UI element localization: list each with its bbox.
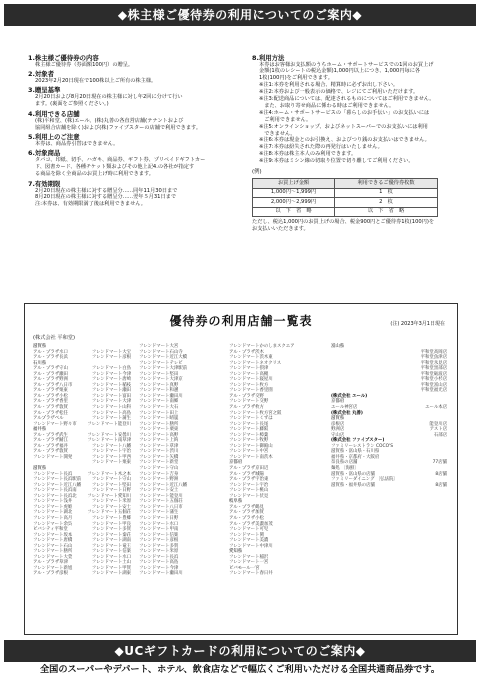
section-line: ます。(裏面をご参照ください。)	[35, 101, 109, 108]
store-name: アル・プラザ香里	[33, 399, 68, 405]
store-name: フレンドマート長浜南	[33, 488, 77, 494]
usage-note-line: ※注5:オンラインショップ、およびネットスーパーでのお支払いには利用	[259, 123, 428, 130]
store-name: フレンドマート八日市	[139, 504, 183, 510]
usage-note-line: ※注7:本券は紛失された際の再発行はいたしません。	[259, 144, 383, 151]
store-name: フレンドマート御殿山	[229, 443, 273, 449]
store-name: フレンドマート大宮	[139, 344, 179, 349]
store-name: アル・プラザ鯖江	[33, 438, 68, 444]
usage-method-title: 8.利用方法	[252, 53, 285, 62]
section-body	[28, 94, 236, 108]
store-name: フレンドマート米原	[91, 499, 131, 505]
store-name: フレンドマート水口	[139, 521, 179, 527]
store-name: 平和堂福光店	[420, 388, 447, 394]
uc-gift-card-text: 全国のスーパーやデパート、ホテル、飲食店などで幅広くご利用いただける全国共通商品券です。	[39, 664, 441, 675]
store-name: 奈良県の店舗	[331, 460, 358, 466]
store-name: フレンドマート高槻	[229, 371, 269, 377]
store-name: フレンドマート多賀	[139, 543, 179, 549]
store-name: アル・プラザ京田辺	[229, 466, 269, 472]
store-name: アル・プラザ八日市	[33, 382, 73, 388]
example-cell: 1,000円〜1,999円	[253, 188, 335, 198]
store-name: フレンドマート茨木東	[229, 355, 273, 361]
usage-note-line: ※注8:本券は株主本人のみ利用できます。	[259, 151, 357, 158]
store-name: アル・プラザ栗東	[33, 388, 68, 394]
store-name: フレンドマート多賀	[91, 527, 131, 533]
store-name: フレンドマート堅田	[139, 371, 179, 377]
store-name: ファミリーダイニング 〔弘法院〕	[331, 477, 398, 483]
store-name: フレンドマート蒲生	[91, 416, 131, 422]
store-name: 能登川店	[429, 421, 447, 427]
store-name: 平和堂富山店	[420, 382, 447, 388]
store-name: フレンドマート稲枝	[91, 382, 131, 388]
section-line: ド、図書カード、各種チケット類およびその他上記4.の各社が指定す	[35, 164, 195, 171]
store-name: フレンドマート五個荘	[87, 510, 131, 516]
store-name: ファミリーレストラン COCO'S	[331, 443, 394, 449]
list-item	[331, 483, 447, 489]
store-name: フレンドマート中津川	[229, 543, 273, 549]
store-name: フレンドマート野々市	[33, 421, 77, 427]
store-name: アル・プラザ加賀	[229, 510, 264, 516]
section-line: 2月20日および8月20日現在の株主様に対し年2回に分けて行い	[35, 94, 183, 101]
store-name: アル・プラザ武生	[33, 432, 68, 438]
store-name: フレンドマート寝屋川	[229, 377, 273, 383]
store-name: フレンドマート甲西	[91, 454, 131, 460]
bottom-banner: ◆UCギフトカードの利用についてのご案内◆	[4, 640, 476, 662]
example-footer	[252, 219, 458, 233]
store-name: 平和堂氷見店	[420, 360, 447, 366]
section-title: 7.有効期限	[28, 179, 61, 188]
store-name: フレンドマート稲沢	[229, 554, 269, 560]
usage-note-line: ※注6:本券は現金とのお引換え、およびつり銭のお支払いはできません。	[259, 137, 430, 144]
store-name: フレンドマート瀬田川	[139, 393, 183, 399]
store-name: 平和堂小杉店	[420, 377, 447, 383]
store-name: フレンドマート湖南	[91, 538, 131, 544]
store-name: フレンドマート春日井	[229, 571, 273, 577]
store-name: フレンドマート南茨木	[229, 454, 273, 460]
store-name: アル・プラザ交野	[229, 393, 264, 399]
store-name: 8店舗	[435, 471, 447, 477]
store-name: フレンドマート栗東	[139, 427, 179, 433]
store-name: 滋賀県	[33, 466, 47, 472]
store-name: フレンドマート近江八幡	[139, 482, 188, 488]
store-name: 麺処 〔海鮮〕	[331, 466, 359, 472]
store-name: フレンドマート彦根	[91, 355, 131, 361]
store-name: フレンドマート能登川	[87, 421, 131, 427]
store-name: フレンドマートかのしまスクエア	[229, 344, 295, 349]
store-name: フレンドマート中宮	[229, 449, 269, 455]
store-name: フレンドマート膳所	[33, 549, 73, 555]
store-name: フレンドマート可児	[229, 527, 269, 533]
section-title: 4.利用できる店舗	[28, 109, 80, 118]
list-item	[139, 571, 221, 577]
store-name: 富山県	[331, 344, 345, 349]
store-name: 京都府	[229, 460, 243, 466]
store-column-1	[33, 344, 131, 577]
section-title: 3.贈呈基準	[28, 86, 61, 95]
store-name: フレンドマート富田	[91, 393, 131, 399]
store-name: フレンドマート南郷	[139, 399, 179, 405]
store-name: アル・プラザ長浜	[33, 355, 68, 361]
example-label: (例)	[252, 169, 262, 176]
section-title: 6.対象商品	[28, 149, 61, 158]
store-name: フレンドマート長浜	[33, 471, 73, 477]
store-name: 滋賀県・富山県・石川県	[331, 449, 380, 455]
store-name: フレンドマート白鳥	[91, 366, 131, 372]
store-name: フレンドマート五個荘	[139, 499, 183, 505]
store-name: 平和堂砺波店	[420, 371, 447, 377]
store-name: ビバモール一宮	[229, 565, 260, 571]
right-column	[252, 52, 458, 233]
store-name: フレンドマート大宝	[91, 349, 131, 355]
store-name: フレンドマート湖北	[33, 510, 73, 516]
store-name: 滋賀県・富山県の店舗	[331, 471, 375, 477]
store-name: フレンドマート草津	[139, 443, 179, 449]
store-name: フレンドマート矢橋	[139, 454, 179, 460]
store-name: フレンドマートくずは	[229, 416, 273, 422]
store-name: 福井県	[33, 427, 47, 433]
store-name: フレンドマート水口	[91, 554, 131, 560]
section-line: 株主様ご優待券（券面額100円）の贈呈。	[35, 61, 134, 68]
store-name: フレンドマート蒲生	[139, 510, 179, 516]
store-name: フレンドマート長浜北	[33, 493, 77, 499]
store-name: フレンドマート豊郷	[91, 515, 131, 521]
usage-note-line: 本券はお客様お支払額のうちホーム・サポートサービスでの1回のお買上げ	[259, 61, 434, 68]
store-name: ビバシティ平和堂	[33, 527, 68, 533]
store-name: アル・プラザ枚方	[229, 405, 264, 411]
store-name: フレンドマート近江大橋	[139, 355, 188, 361]
store-name: フレンドマート美濃	[229, 538, 269, 544]
store-name: アル・プラザ宇治東	[229, 477, 269, 483]
example-table-header	[253, 179, 438, 189]
usage-note-line: また、お取り寄せ商品に係わる時はご利用できません。	[259, 102, 395, 109]
store-name: エール神宮店	[331, 405, 358, 411]
store-name: フレンドマート今津	[139, 565, 179, 571]
usage-note-line: ※注1:本券を利用される場合、精算時に必ずお出し下さい。	[259, 82, 399, 89]
table-row	[253, 198, 438, 208]
store-name: フレンドマート近江八幡	[33, 482, 82, 488]
store-column-2	[139, 344, 221, 577]
store-list-date: (注) 2023年3月1日現在	[390, 321, 445, 327]
store-name: フレンドマート堅田	[91, 482, 131, 488]
store-name: フレンドマート石山寺	[139, 349, 183, 355]
store-name: アル・プラザ小松	[229, 515, 264, 521]
store-name: 平和堂高岡店	[420, 349, 447, 355]
store-name: フレンドマート瀬田川	[139, 571, 183, 577]
store-name: フレンドマート関	[229, 532, 264, 538]
store-name: アスト店	[429, 427, 447, 433]
section-title: 2.対象者	[28, 69, 55, 78]
store-name: 岐阜県	[229, 499, 243, 505]
store-name: フレンドマート愛知川	[87, 493, 131, 499]
list-item	[229, 571, 321, 577]
store-name: フレンドマート渋川	[139, 449, 179, 455]
section-title: 1.株主様ご優待券の内容	[28, 53, 99, 62]
top-banner: ◆株主様ご優待券の利用についてのご案内◆	[4, 4, 476, 26]
store-name: 京都府	[331, 399, 345, 405]
store-name: フレンドマート伏見	[229, 493, 269, 499]
store-list-box	[24, 303, 458, 635]
store-name: フレンドマート長浜	[139, 554, 179, 560]
store-name: アル・プラザ敦賀	[33, 405, 68, 411]
store-name: フレンドマート虎姫	[33, 504, 73, 510]
section-body	[28, 157, 236, 178]
store-name: フレンドマート高月	[33, 515, 73, 521]
store-name: フレンドマート高島	[91, 410, 131, 416]
store-name: フレンドマート大津京	[139, 377, 183, 383]
store-name: エール本店	[425, 405, 447, 411]
store-name: フレンドマート長尾	[229, 421, 269, 427]
store-name: アル・プラザ小松	[33, 393, 68, 399]
usage-note-line: ※注4:ホーム・サポートサービスの「暮らしのお手伝い」のお支払いには	[259, 109, 430, 116]
store-name: フレンドマート甲良	[91, 521, 131, 527]
store-name: 愛知県	[229, 549, 243, 555]
section-line: 協同組合店舗を除く)および(株)ファイブスターの店舗で利用できます。	[35, 124, 202, 131]
store-name: フレンドマート土山	[91, 560, 131, 566]
section-body	[28, 118, 236, 132]
section-line: 注:本券は、有効期限満了後は利用できません。	[35, 201, 146, 208]
store-name: フレンドマート能登川	[139, 493, 183, 499]
store-name: フレンドマート枚方宮之阪	[229, 410, 282, 416]
example-cell: 2,000円〜2,999円	[253, 198, 335, 208]
store-name: フレンドマート安土	[139, 488, 179, 494]
store-name: 平和堂黒部店	[420, 366, 447, 372]
store-name: フレンドマート大津	[91, 399, 131, 405]
store-name: フレンドマート八幡	[91, 443, 131, 449]
store-name: フレンドマート新堂	[139, 460, 179, 466]
store-name: フレンドマート唐橋	[33, 538, 73, 544]
store-name: 石川県	[33, 360, 47, 366]
store-name: フレンドマート唐崎	[91, 377, 131, 383]
store-name: フレンドマート甲南	[139, 527, 179, 533]
section-body	[28, 78, 236, 85]
example-cell: 2 枚	[335, 198, 438, 208]
usage-note-line: ※注2:本券および一般表示の価格で、レジにてご利用いただけます。	[259, 89, 419, 96]
store-name: 8店舗	[435, 482, 447, 488]
store-name: フレンドマート宇治	[91, 449, 131, 455]
example-footer-line: お支払いいただきます。	[252, 225, 309, 232]
store-name: フレンドマート吉身	[139, 471, 179, 477]
store-name: フレンドマート高島	[139, 560, 179, 566]
store-name: フレンドマート南草津	[87, 438, 131, 444]
usage-note-line: ご利用できません。	[259, 116, 312, 123]
left-column	[28, 52, 236, 208]
store-name: フレンドマート膳所	[139, 421, 179, 427]
store-name: フレンドマート安曇川	[87, 432, 131, 438]
section-line: タバコ、印紙、切手、ハガキ、商品券、ギフト券、プリペイドギフトカー	[35, 157, 206, 164]
store-name: フレンドマート米原	[139, 549, 179, 555]
usage-note-line: ※注9:本券はミシン線の切取り位置で切り離してご利用ください。	[259, 158, 414, 165]
store-name: フレンドマート長浜駅前	[33, 477, 82, 483]
store-name: フレンドマート香里園	[229, 388, 273, 394]
store-name: フレンドマート和邇	[139, 388, 179, 394]
store-name: フレンドマート湖東	[91, 571, 131, 577]
usage-note-line: ※注3:配送商品については、配達されるものについてはご利用できません。	[259, 96, 435, 103]
store-name: フレンドマート真野	[139, 382, 179, 388]
store-name: フレンドマート野洲	[139, 477, 179, 483]
store-name: 平和堂魚津店	[420, 355, 447, 361]
store-name: アル・プラザ敦賀	[33, 449, 68, 455]
example-cell: 1 枚	[335, 188, 438, 198]
store-name: アル・プラザ城陽	[229, 471, 264, 477]
store-name: 福井県・京都府・大阪府	[331, 454, 380, 460]
store-name: 彦根店	[331, 421, 345, 427]
table-row	[253, 207, 438, 217]
store-name: フレンドマート大津駅前	[139, 366, 188, 372]
section-line: る商品を除く全商品のお買上げ時に利用できます。	[35, 171, 154, 178]
store-name: アルプラザベル	[33, 416, 64, 422]
store-name: フレンドマート田上	[139, 410, 179, 416]
store-name: フレンドマート摂津	[229, 366, 269, 372]
store-name: アル・プラザ野洲	[33, 377, 68, 383]
store-name: フレンドマート秦荘	[91, 532, 131, 538]
section-body	[28, 141, 236, 148]
store-name: 野洲店	[331, 427, 345, 433]
store-name: フレンドマート枚方	[229, 382, 269, 388]
store-name: フレンドマート山科	[91, 405, 131, 411]
usage-note-line: できません。	[259, 130, 296, 137]
example-cell: 以 下 省 略	[335, 207, 438, 217]
section-body	[28, 62, 236, 69]
store-name: フレンドマート大石	[139, 405, 179, 411]
section-line: (株)平和堂、(株)エール、(株)丸善の各直営店舗(テナントおよび	[35, 117, 184, 124]
store-name: フレンドマート日野	[139, 515, 179, 521]
usage-note-line: 1枚(100円)をご利用できます。	[259, 75, 333, 82]
store-name: アル・プラザ水口	[33, 349, 68, 355]
example-header-amount: お買上げ金額	[253, 179, 335, 189]
store-name: (株式会社 丸善)	[331, 410, 363, 416]
store-name: (株式会社 ファイブスター)	[331, 438, 385, 444]
store-name: アル・プラザ美濃加茂	[229, 521, 273, 527]
section-line: 2月20日現在の株主様に対する贈呈分……同年11月30日まで	[35, 187, 178, 194]
example-table	[252, 178, 438, 217]
usage-note-line: 金額(1枚のレシートの税込金額)1,000円以上につき、1,000円毎に各	[259, 68, 421, 75]
store-name: フレンドマート守山	[91, 477, 131, 483]
store-name: フレンドマートテレビ	[139, 360, 183, 366]
example-cell: 以 下 省 略	[253, 207, 335, 217]
store-name: フレンドマート上鈎	[139, 438, 179, 444]
store-name: フレンドマート桃山	[229, 488, 269, 494]
store-name: フレンドマート彦根	[139, 538, 179, 544]
store-name: フレンドマート今津	[91, 371, 131, 377]
table-row	[253, 188, 438, 198]
store-name: フレンドマート大萱	[33, 554, 73, 560]
section-body	[28, 188, 236, 209]
store-name: フレンドマート栗東	[91, 460, 131, 466]
store-name: アル・プラザ鶴見	[229, 504, 264, 510]
section-line: 8月20日現在の株主様に対する贈呈分……翌年５月31日まで	[35, 194, 177, 201]
store-name: フレンドマート安土	[91, 504, 131, 510]
store-name: フレンドマート一宮	[229, 560, 269, 566]
store-name: フレンドマート信楽	[91, 549, 131, 555]
store-name: アル・プラザ松任	[33, 410, 68, 416]
store-name: アル・プラザ彦根	[33, 571, 68, 577]
store-name: 守山店	[331, 432, 345, 438]
store-list-title: 優待券の利用店舗一覧表	[169, 314, 313, 328]
store-name: フレンドマート守山	[139, 466, 179, 472]
store-name: フレンドマート甲賀	[91, 565, 131, 571]
store-name: フレンドマート浅井	[33, 499, 73, 505]
store-name: フレンドマート信楽	[139, 532, 179, 538]
store-name: フレンドマート新旭	[33, 565, 73, 571]
store-name: アル・プラザ瀬田	[33, 371, 68, 377]
section-line: 2023年2月20日現在で100株以上ご所有の株主様。	[35, 77, 157, 84]
store-name: フレンドマート日野	[91, 488, 131, 494]
store-name: フレンドマート藤阪	[229, 427, 269, 433]
store-name: フレンドマート牧野	[229, 438, 269, 444]
example-header-count: 利用できるご優待券枚数	[335, 179, 438, 189]
store-name: フレンドマート石山	[33, 543, 73, 549]
store-name: 滋賀県	[331, 416, 345, 422]
store-name: フレンドマート瀬田	[91, 388, 131, 394]
store-name: 77店舗	[432, 460, 447, 466]
store-name: 滋賀県・福井県の店舗	[331, 482, 375, 488]
store-name: アル・プラザ守山	[33, 366, 68, 372]
store-name: 滋賀県	[33, 344, 47, 349]
section-title: 5.利用上のご注意	[28, 132, 80, 141]
store-list-company: (株式会社 平和堂)	[33, 335, 76, 341]
example-footer-line: ただし、税込1,000円のお買上げの場合、税金900円とご優待券1枚(100円)を	[252, 219, 435, 225]
store-name: アル・プラザ草津	[33, 560, 68, 566]
store-name: フレンドマート交野	[229, 399, 269, 405]
store-column-4	[331, 344, 447, 488]
store-name: フレンドマート木之本	[87, 471, 131, 477]
store-name: フレンドマート晴嵐	[139, 416, 179, 422]
store-name: アル・プラザ福井	[33, 443, 68, 449]
store-name: フレンドマート樟葉	[229, 432, 269, 438]
store-name: 石部店	[433, 432, 447, 438]
store-column-3	[229, 344, 321, 577]
store-name: フレンドマート宇治	[229, 482, 269, 488]
list-item	[33, 571, 131, 577]
store-name: アル・プラザ茨木	[229, 349, 264, 355]
section-line: 本券は、商品券引替はできません。	[35, 140, 119, 147]
usage-notes	[252, 62, 458, 166]
store-name: フレンドマート開発	[33, 454, 73, 460]
store-name: フレンドマート余呉	[33, 521, 73, 527]
store-name: フレンドマート竜王	[91, 543, 131, 549]
store-name: フレンドマートネオクリス	[229, 360, 282, 366]
store-name: (株式会社 エール)	[331, 393, 368, 399]
store-name: フレンドマート坂本	[33, 532, 73, 538]
store-name: フレンドマート高野	[139, 432, 179, 438]
